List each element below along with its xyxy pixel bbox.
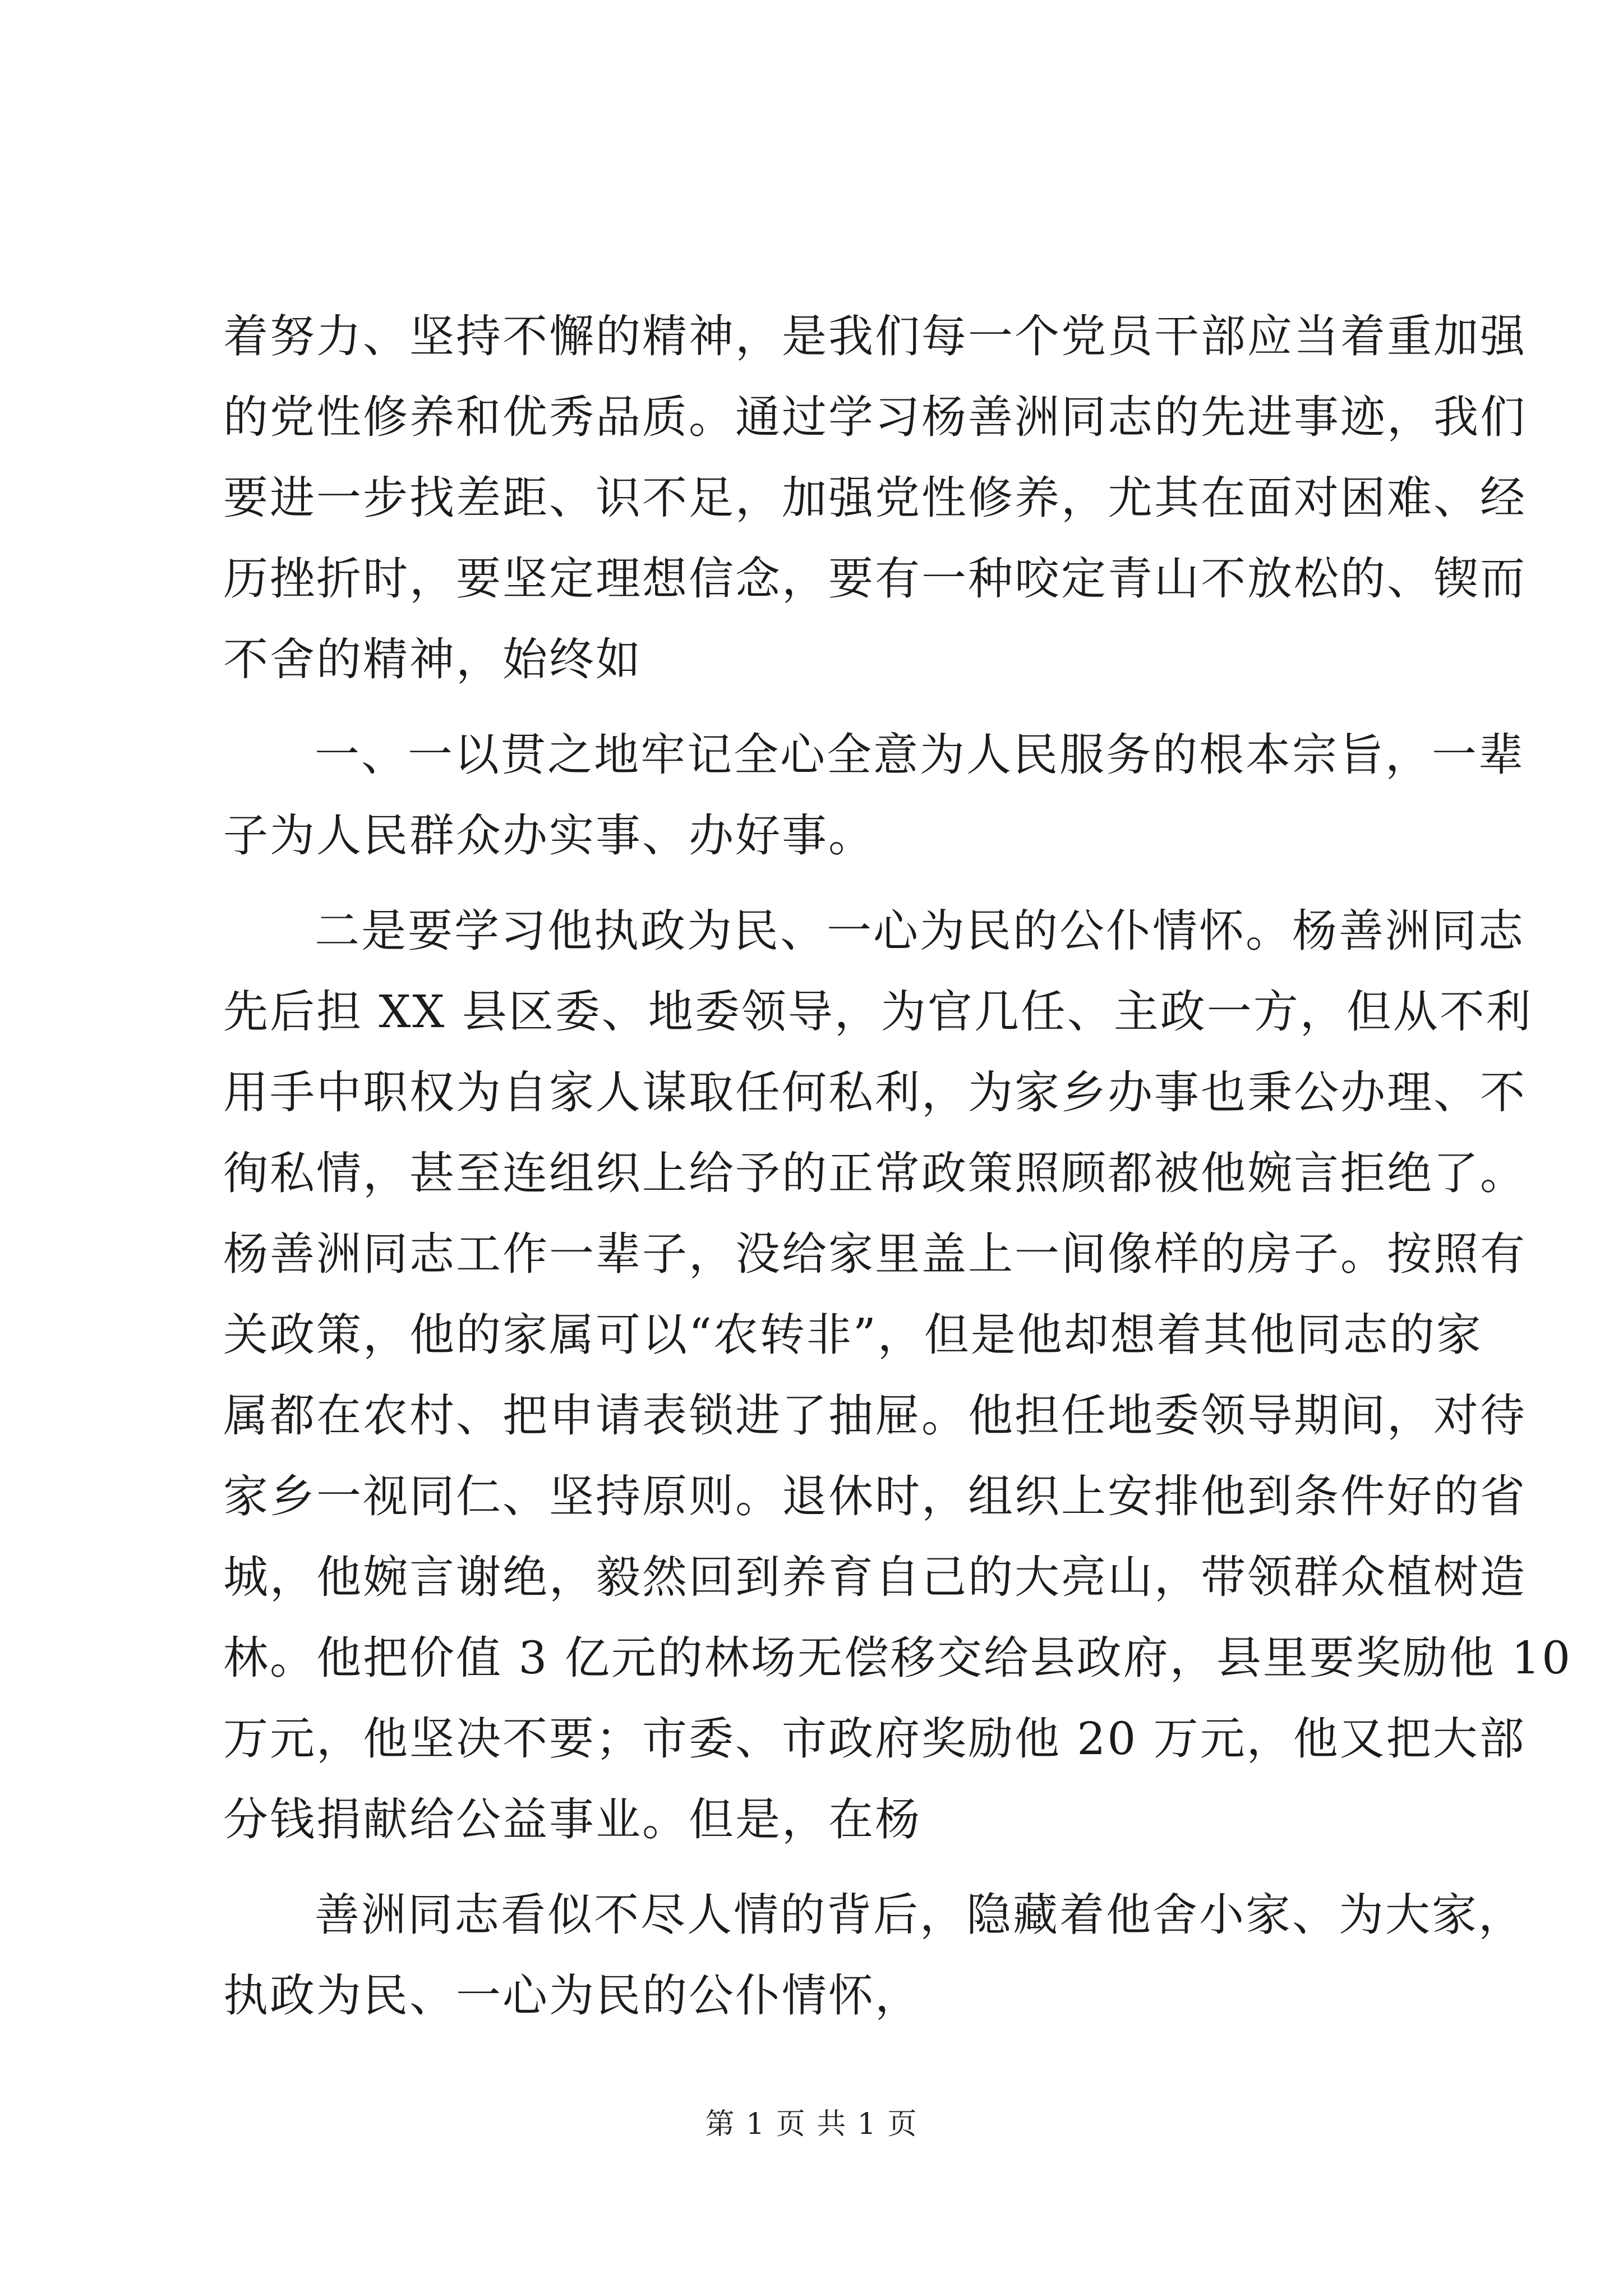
- text-line: 执政为民、一心为民的公仆情怀，: [223, 1970, 921, 2022]
- text-line: 属都在农村、把申请表锁进了抽屉。他担任地委领导期间，对待: [223, 1389, 1527, 1442]
- page-footer: [0, 2100, 1623, 2142]
- text-line: 要进一步找差距、识不足，加强党性修养，尤其在面对困难、经: [223, 472, 1527, 524]
- document-body: [223, 296, 1572, 2036]
- text-line: 关政策，他的家属可以“农转非”，但是他却想着其他同志的家: [223, 1309, 1483, 1361]
- text-line: 家乡一视同仁、坚持原则。退休时，组织上安排他到条件好的省: [223, 1470, 1527, 1522]
- paragraph-first-line: 二是要学习他执政为民、一心为民的公仆情怀。杨善洲同志: [315, 905, 1525, 957]
- text-line: 的党性修养和优秀品质。通过学习杨善洲同志的先进事迹，我们: [223, 391, 1527, 443]
- paragraph-first-line: 一、一以贯之地牢记全心全意为人民服务的根本宗旨，一辈: [315, 729, 1525, 781]
- text-line: 城，他婉言谢绝，毅然回到养育自己的大亮山，带领群众植树造: [223, 1551, 1527, 1603]
- text-line: 历挫折时，要坚定理想信念，要有一种咬定青山不放松的、锲而: [223, 553, 1527, 605]
- text-line: 林。他把价值 3 亿元的林场无偿移交给县政府，县里要奖励他 10: [223, 1632, 1572, 1684]
- text-line: 不舍的精神，始终如: [223, 633, 642, 685]
- text-line: 徇私情，甚至连组织上给予的正常政策照顾都被他婉言拒绝了。: [223, 1147, 1527, 1199]
- text-line: 子为人民群众办实事、办好事。: [223, 809, 875, 862]
- text-line: 着努力、坚持不懈的精神，是我们每一个党员干部应当着重加强: [223, 310, 1527, 362]
- paragraph-first-line: 善洲同志看似不尽人情的背后，隐藏着他舍小家、为大家，: [315, 1889, 1525, 1941]
- text-line: 分钱捐献给公益事业。但是，在杨: [223, 1793, 921, 1846]
- text-line: 万元，他坚决不要；市委、市政府奖励他 20 万元，他又把大部: [223, 1713, 1526, 1765]
- text-line: 用手中职权为自家人谋取任何私利，为家乡办事也秉公办理、不: [223, 1066, 1527, 1119]
- text-line: 先后担 XX 县区委、地委领导，为官几任、主政一方，但从不利: [223, 986, 1533, 1038]
- text-line: 杨善洲同志工作一辈子，没给家里盖上一间像样的房子。按照有: [223, 1228, 1527, 1280]
- page-number-label: 第 1 页 共 1 页: [705, 2108, 918, 2141]
